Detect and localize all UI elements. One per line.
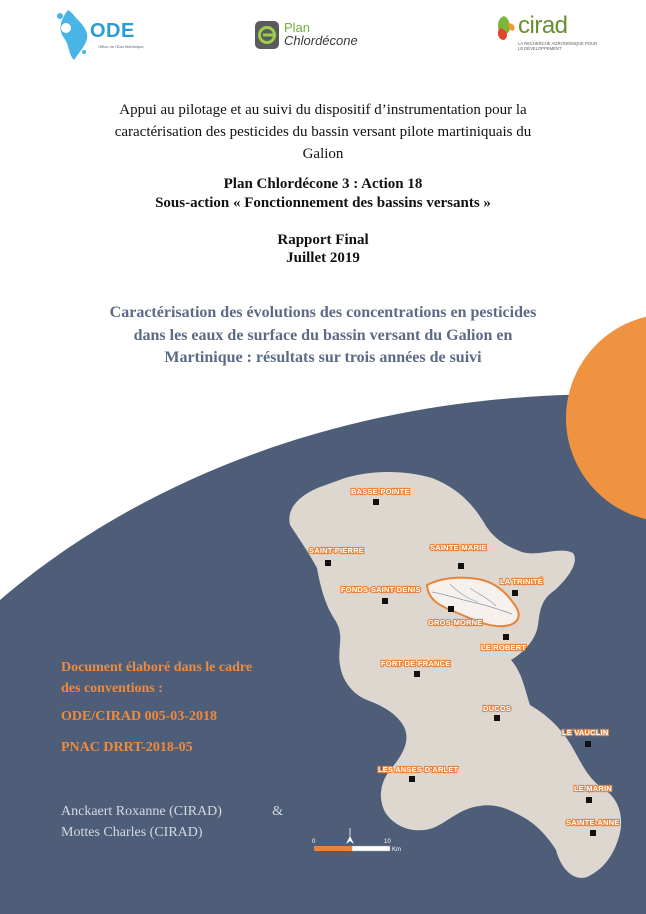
town-marker xyxy=(325,560,331,566)
plan-logo-line2: Chlordécone xyxy=(284,33,358,48)
town-label: FORT-DE-FRANCE xyxy=(381,659,451,668)
plan-action-heading xyxy=(0,175,646,213)
town-marker xyxy=(382,598,388,604)
town-label: LE ROBERT xyxy=(481,643,527,652)
convention-ode-cirad: ODE/CIRAD 005-03-2018 xyxy=(61,709,217,724)
cirad-leaf-icon xyxy=(494,14,518,42)
town-marker xyxy=(585,741,591,747)
intro-line: caractérisation des pesticides du bassin versant pilote martiniquais du xyxy=(114,124,532,140)
scale-start-label: 0 xyxy=(312,839,316,845)
document-line: Document élaboré dans le cadre xyxy=(61,660,253,675)
document-context xyxy=(61,657,252,699)
ode-logo-name: ODE xyxy=(90,20,135,42)
scale-end-label: 10 xyxy=(384,839,391,845)
ode-logo-subtitle: Office de l'Eau Martinique xyxy=(98,44,144,49)
town-marker xyxy=(586,797,592,803)
town-label: DUCOS xyxy=(483,704,512,713)
town-marker xyxy=(448,606,454,612)
ode-logo xyxy=(52,6,152,66)
report-title xyxy=(0,302,646,370)
convention-pnac: PNAC DRRT-2018-05 xyxy=(61,740,193,755)
town-marker xyxy=(409,776,415,782)
town-label: LES ANSES-D'ARLET xyxy=(378,765,459,774)
intro-line: Galion xyxy=(302,146,344,162)
town-marker xyxy=(503,634,509,640)
plan-line: Plan Chlordécone 3 : Action 18 xyxy=(223,176,423,192)
cirad-logo-name: cirad xyxy=(518,12,568,39)
authors xyxy=(61,801,283,843)
author-2: Mottes Charles (CIRAD) xyxy=(61,825,203,840)
town-marker xyxy=(458,563,464,569)
town-label: GROS-MORNE xyxy=(428,618,483,627)
town-label: BASSE-POINTE xyxy=(351,487,410,496)
cirad-logo-subtitle: LA RECHERCHE AGRONOMIQUE POUR LE DÉVELOPPEMENT xyxy=(518,41,598,51)
title-line: Caractérisation des évolutions des concentrations en pesticides xyxy=(109,304,537,321)
intro-line: Appui au pilotage et au suivi du dispositif d’instrumentation pour la xyxy=(119,102,527,118)
town-label: SAINT-PIERRE xyxy=(309,546,364,555)
town-marker xyxy=(494,715,500,721)
town-marker xyxy=(414,671,420,677)
plan-chlordecone-logo xyxy=(254,20,384,50)
town-label: SAINTE-MARIE xyxy=(430,543,487,552)
water-drop-icon xyxy=(52,6,94,62)
town-label: FONDS-SAINT-DENIS xyxy=(341,585,421,594)
cirad-logo xyxy=(494,12,604,62)
author-separator: & xyxy=(272,804,283,819)
plan-chlordecone-icon xyxy=(254,20,280,50)
title-line: dans les eaux de surface du bassin versant du Galion en xyxy=(133,326,513,344)
sous-action-line: Sous-action « Fonctionnement des bassins versants » xyxy=(155,195,491,211)
scale-unit-label: Km xyxy=(392,847,401,853)
report-heading xyxy=(0,231,646,267)
report-type: Rapport Final xyxy=(277,232,369,248)
intro-text xyxy=(0,99,646,165)
town-label: LE VAUCLIN xyxy=(562,728,609,737)
town-marker xyxy=(512,590,518,596)
town-marker xyxy=(373,499,379,505)
report-date: Juillet 2019 xyxy=(286,250,360,266)
town-label: SAINTE-ANNE xyxy=(566,818,620,827)
town-label: LA TRINITÉ xyxy=(500,577,543,586)
town-marker xyxy=(590,830,596,836)
title-line: Martinique : résultats sur trois années de suivi xyxy=(164,349,482,366)
town-label: LE MARIN xyxy=(574,784,612,793)
plan-logo-line1: Plan xyxy=(284,20,311,35)
document-line: des conventions : xyxy=(61,681,163,696)
author-1: Anckaert Roxanne (CIRAD) xyxy=(61,804,222,819)
